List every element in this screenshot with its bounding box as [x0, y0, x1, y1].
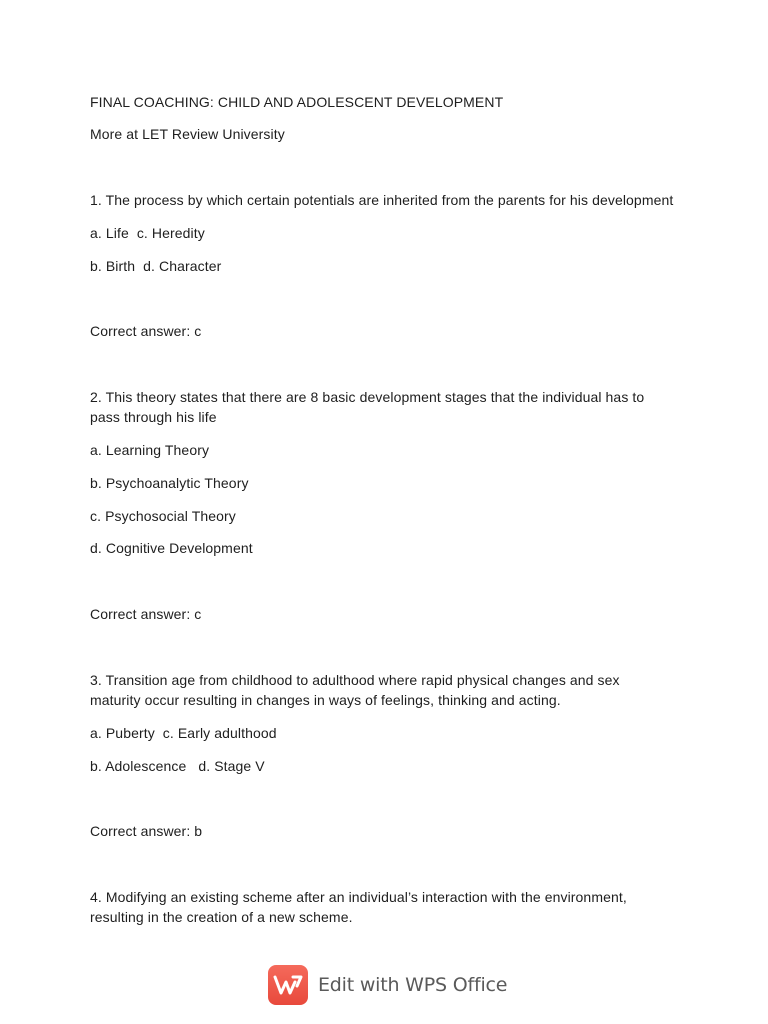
question-3-text-line2: maturity occur resulting in changes in ways of feelings, thinking and acting. [90, 692, 561, 708]
question-2-text-line2: pass through his life [90, 409, 217, 425]
question-1-answer: Correct answer: c [90, 323, 202, 339]
question-2-answer: Correct answer: c [90, 606, 202, 622]
wps-edit-label[interactable]: Edit with WPS Office [318, 974, 508, 996]
question-2-option-a: a. Learning Theory [90, 442, 210, 458]
document-title: FINAL COACHING: CHILD AND ADOLESCENT DEVELOPMENT [90, 94, 504, 110]
question-1-text: 1. The process by which certain potentials are inherited from the parents for his development [90, 192, 674, 208]
question-3-option-a-c: a. Puberty c. Early adulthood [90, 725, 277, 741]
document-subtitle: More at LET Review University [90, 126, 285, 142]
question-1-option-b-d: b. Birth d. Character [90, 258, 222, 274]
question-2-option-d: d. Cognitive Development [90, 540, 253, 556]
question-4-text-line1: 4. Modifying an existing scheme after an individual’s interaction with the environment, [90, 889, 627, 905]
question-2-option-b: b. Psychoanalytic Theory [90, 475, 249, 491]
question-3-text-line1: 3. Transition age from childhood to adulthood where rapid physical changes and sex [90, 672, 620, 688]
question-3-answer: Correct answer: b [90, 823, 203, 839]
question-4-text-line2: resulting in the creation of a new scheme. [90, 909, 353, 925]
wps-edit-banner[interactable] [268, 965, 507, 1005]
question-3-option-b-d: b. Adolescence d. Stage V [90, 758, 265, 774]
question-1-option-a-c: a. Life c. Heredity [90, 225, 205, 241]
question-2-text-line1: 2. This theory states that there are 8 basic development stages that the individual has to [90, 389, 645, 405]
question-2-option-c: c. Psychosocial Theory [90, 508, 236, 524]
wps-office-logo-icon [268, 965, 308, 1005]
